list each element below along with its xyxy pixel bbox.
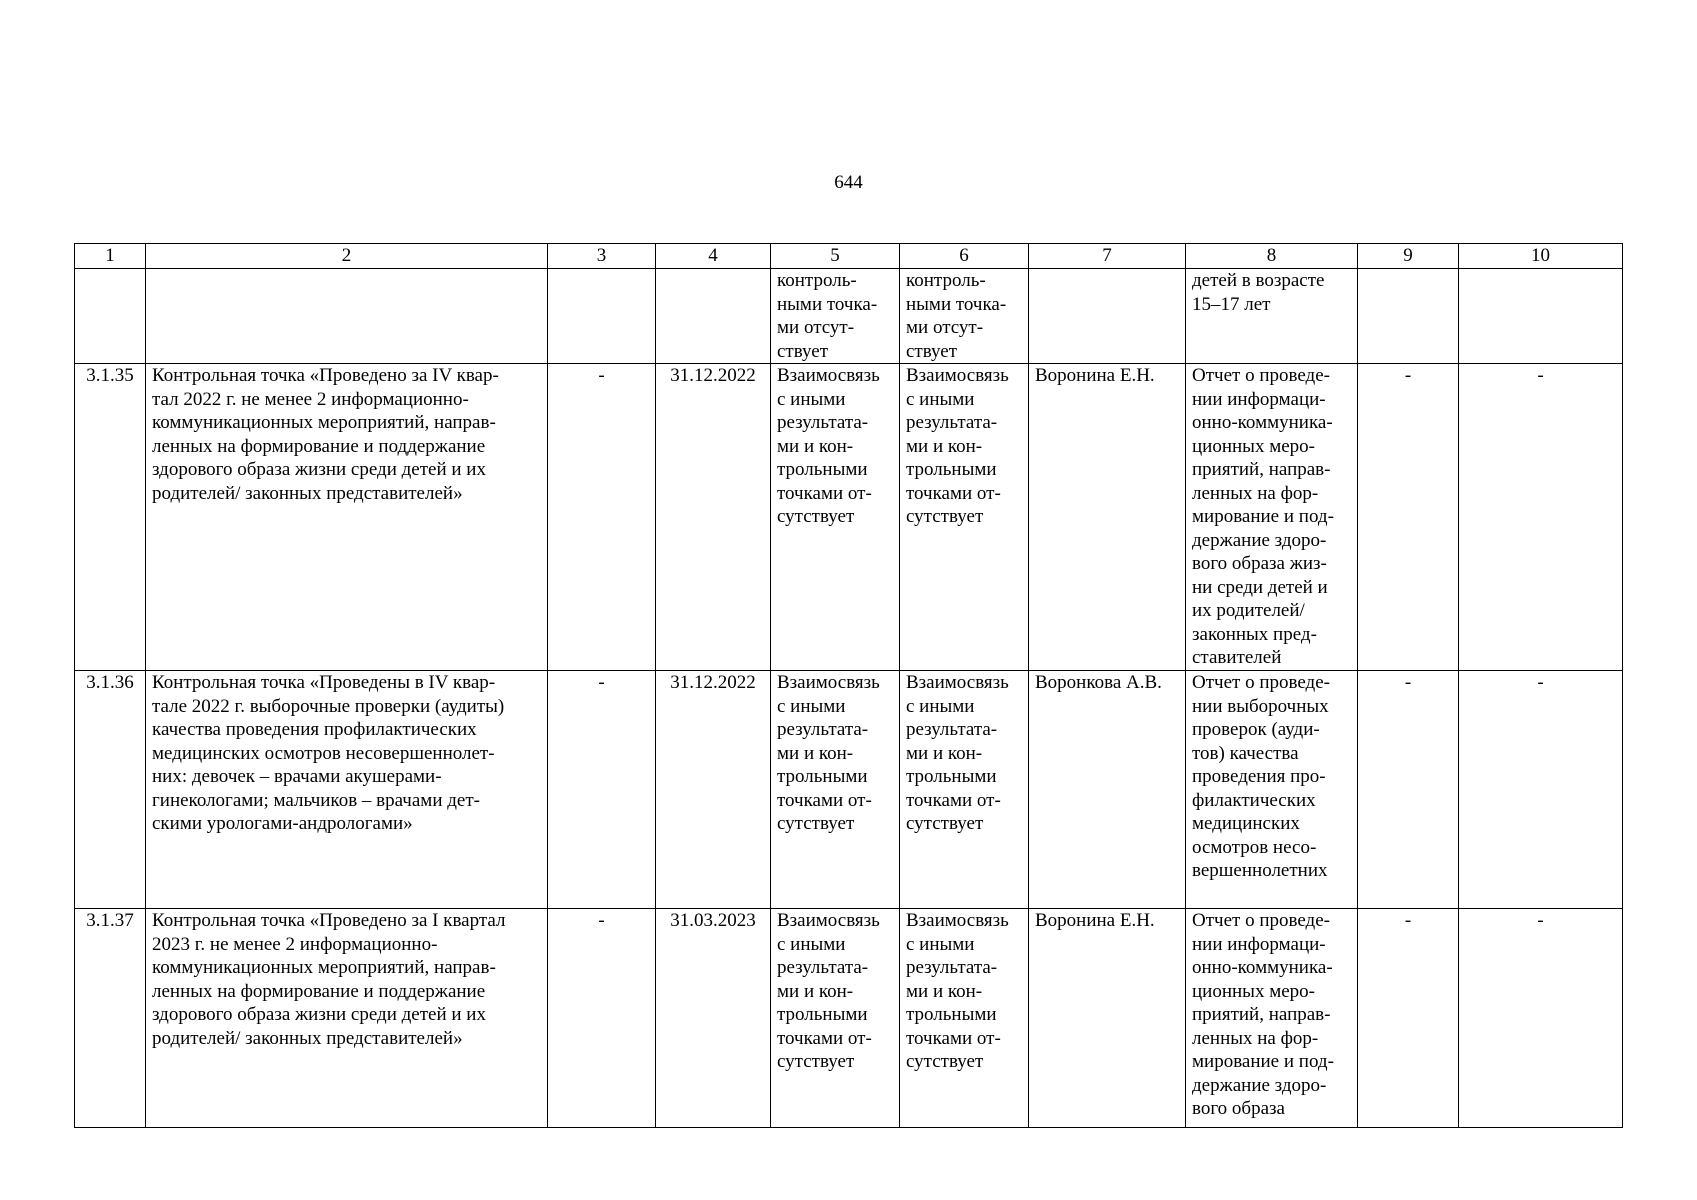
row-result-doc: детей в возрасте 15–17 лет xyxy=(1186,269,1358,364)
row-responsible: Воронина Е.Н. xyxy=(1029,364,1186,671)
row-col-10: - xyxy=(1459,671,1623,909)
row-col-9 xyxy=(1358,269,1459,364)
row-col-3: - xyxy=(548,364,656,671)
row-number: 3.1.36 xyxy=(75,671,146,909)
row-col-10: - xyxy=(1459,364,1623,671)
row-description: Контрольная точка «Проведено за I квартал 2023 г. не менее 2 информационно- коммуникационных мероприятий, направ- ленных на формирование и поддержание здорового образа жизни среди детей и их родителей/ законных представителей» xyxy=(146,909,548,1128)
row-col-10: - xyxy=(1459,909,1623,1128)
page-number: 644 xyxy=(834,172,863,193)
header-cell-7: 7 xyxy=(1029,244,1186,269)
row-col-5: Взаимосвязь с иными результата- ми и кон- трольными точками от- сутствует xyxy=(771,909,900,1128)
header-row xyxy=(75,244,1623,269)
header-cell-4: 4 xyxy=(656,244,771,269)
row-date: 31.03.2023 xyxy=(656,909,771,1128)
row-result-doc: Отчет о проведе- нии выборочных проверок (ауди- тов) качества проведения про- филактических медицинских осмотров несо- вершеннолетних xyxy=(1186,671,1358,909)
row-col-6: Взаимосвязь с иными результата- ми и кон- трольными точками от- сутствует xyxy=(900,909,1029,1128)
table-row xyxy=(75,364,1623,671)
row-col-9: - xyxy=(1358,364,1459,671)
row-col-3: - xyxy=(548,909,656,1128)
row-col-6: Взаимосвязь с иными результата- ми и кон- трольными точками от- сутствует xyxy=(900,671,1029,909)
row-col-6: контроль- ными точка- ми отсут- ствует xyxy=(900,269,1029,364)
header-cell-3: 3 xyxy=(548,244,656,269)
row-responsible: Воронина Е.Н. xyxy=(1029,909,1186,1128)
table-row xyxy=(75,909,1623,1128)
row-col-3: - xyxy=(548,671,656,909)
row-number: 3.1.37 xyxy=(75,909,146,1128)
row-col-6: Взаимосвязь с иными результата- ми и кон- трольными точками от- сутствует xyxy=(900,364,1029,671)
header-cell-2: 2 xyxy=(146,244,548,269)
header-cell-10: 10 xyxy=(1459,244,1623,269)
row-date: 31.12.2022 xyxy=(656,364,771,671)
plan-table xyxy=(74,243,1623,1128)
table-row xyxy=(75,671,1623,909)
row-date xyxy=(656,269,771,364)
header-cell-5: 5 xyxy=(771,244,900,269)
header-cell-8: 8 xyxy=(1186,244,1358,269)
row-col-5: контроль- ными точка- ми отсут- ствует xyxy=(771,269,900,364)
row-col-9: - xyxy=(1358,909,1459,1128)
row-description: Контрольная точка «Проведены в IV квар- тале 2022 г. выборочные проверки (аудиты) качества проведения профилактических медицинских осмотров несовершеннолет- них: девочек – врачами акушерами- гинекологами; мальчиков – врачами дет- скими урологами-андрологами» xyxy=(146,671,548,909)
table-row xyxy=(75,269,1623,364)
row-responsible xyxy=(1029,269,1186,364)
row-col-9: - xyxy=(1358,671,1459,909)
row-number: 3.1.35 xyxy=(75,364,146,671)
row-description: Контрольная точка «Проведено за IV квар- тал 2022 г. не менее 2 информационно- коммуникационных мероприятий, направ- ленных на формирование и поддержание здорового образа жизни среди детей и их родителей/ законных представителей» xyxy=(146,364,548,671)
row-col-5: Взаимосвязь с иными результата- ми и кон- трольными точками от- сутствует xyxy=(771,671,900,909)
row-number xyxy=(75,269,146,364)
header-cell-1: 1 xyxy=(75,244,146,269)
row-col-3 xyxy=(548,269,656,364)
header-cell-9: 9 xyxy=(1358,244,1459,269)
row-date: 31.12.2022 xyxy=(656,671,771,909)
row-col-10 xyxy=(1459,269,1623,364)
row-result-doc: Отчет о проведе- нии информаци- онно-коммуника- ционных меро- приятий, направ- ленных на фор- мирование и под- держание здоро- вого образа xyxy=(1186,909,1358,1128)
row-description xyxy=(146,269,548,364)
row-result-doc: Отчет о проведе- нии информаци- онно-коммуника- ционных меро- приятий, направ- ленных на фор- мирование и под- держание здоро- вого образа жиз- ни среди детей и их родителей/ законных пред- ставителей xyxy=(1186,364,1358,671)
row-col-5: Взаимосвязь с иными результата- ми и кон- трольными точками от- сутствует xyxy=(771,364,900,671)
header-cell-6: 6 xyxy=(900,244,1029,269)
row-responsible: Воронкова А.В. xyxy=(1029,671,1186,909)
